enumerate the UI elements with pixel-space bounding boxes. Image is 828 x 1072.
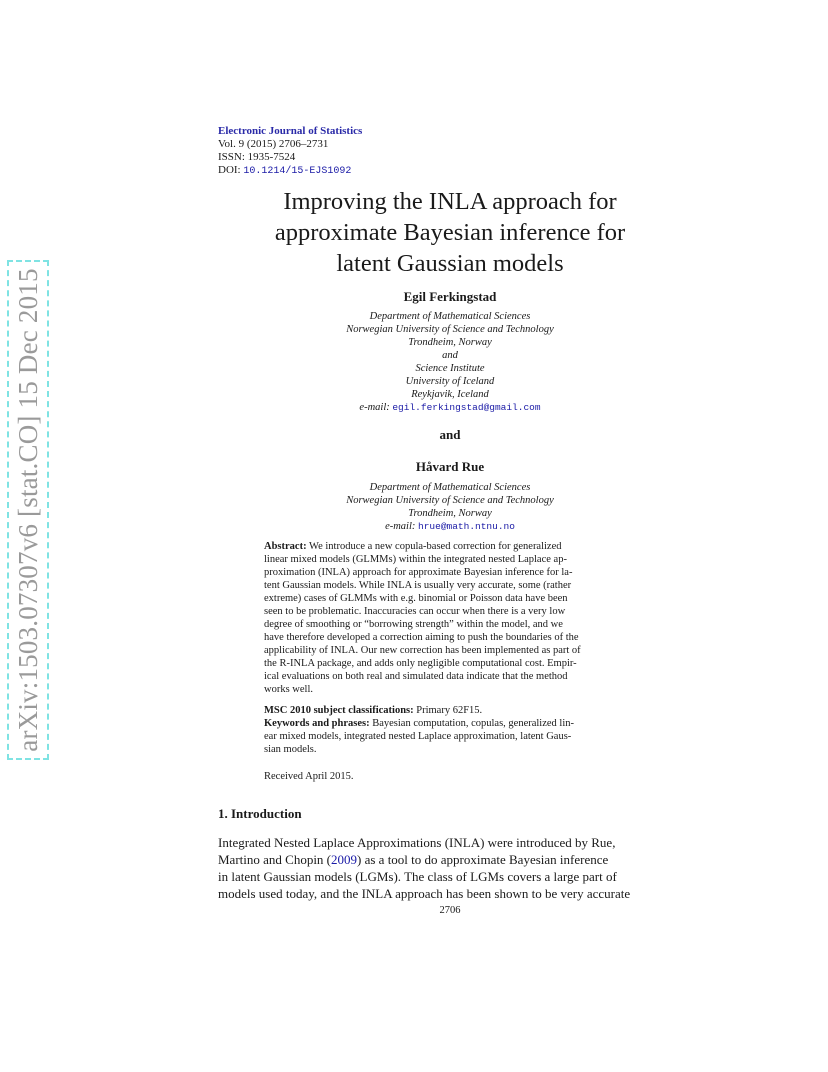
affiliation-line: Trondheim, Norway: [408, 508, 492, 519]
affiliation-line: Reykjavik, Iceland: [411, 389, 489, 400]
abstract-line: linear mixed models (GLMMs) within the integrated nested Laplace ap-: [264, 554, 567, 565]
journal-doi: [218, 164, 362, 178]
author-affiliation: [250, 310, 650, 414]
email-label: e-mail:: [385, 521, 416, 532]
affiliation-line: and: [442, 350, 458, 361]
author-email-link[interactable]: hrue@math.ntnu.no: [418, 521, 515, 532]
doi-label: DOI:: [218, 164, 241, 176]
journal-volume: Vol. 9 (2015) 2706–2731: [218, 138, 329, 150]
paragraph-line: in latent Gaussian models (LGMs). The class of LGMs covers a large part of: [218, 869, 617, 884]
abstract-line: the R-INLA package, and adds only negligible computational cost. Empir-: [264, 658, 577, 669]
paragraph-line: models used today, and the INLA approach has been shown to be very accurate: [218, 886, 631, 901]
abstract-line: [264, 540, 636, 553]
affiliation-line: University of Iceland: [405, 376, 495, 387]
title-line: latent Gaussian models: [336, 250, 564, 277]
affiliation-line: Science Institute: [415, 363, 485, 374]
paper-title: [200, 186, 700, 279]
journal-name-link[interactable]: Electronic Journal of Statistics: [218, 125, 363, 137]
abstract-line: ical evaluations on both real and simulated data indicate that the method: [264, 671, 568, 682]
paragraph-text: Martino and Chopin (: [218, 852, 332, 867]
author-name: Håvard Rue: [415, 459, 485, 474]
keywords-line: sian models.: [264, 744, 317, 755]
affiliation-line: Norwegian University of Science and Technology: [346, 324, 554, 335]
email-label: e-mail:: [359, 402, 390, 413]
affiliation-line: Department of Mathematical Sciences: [369, 311, 531, 322]
abstract-line: works well.: [264, 684, 313, 695]
arxiv-identifier-stamp[interactable]: arXiv:1503.07307v6 [stat.CO] 15 Dec 2015: [7, 260, 49, 760]
introduction-paragraph: [218, 834, 684, 902]
paragraph-text: ) as a tool to do approximate Bayesian inference: [357, 852, 609, 867]
msc-label: MSC 2010 subject classifications:: [264, 705, 414, 716]
citation-link[interactable]: 2009: [331, 852, 358, 867]
keywords-line: ear mixed models, integrated nested Laplace approximation, latent Gaus-: [264, 731, 572, 742]
msc-classification: [264, 704, 636, 717]
paragraph-line: Integrated Nested Laplace Approximations (INLA) were introduced by Rue,: [218, 835, 616, 850]
doi-link[interactable]: 10.1214/15-EJS1092: [243, 166, 352, 177]
abstract-line: proximation (INLA) approach for approximate Bayesian inference for la-: [264, 567, 573, 578]
abstract-line: applicability of INLA. Our new correction has been implemented as part of: [264, 645, 581, 656]
author-name: Egil Ferkingstad: [403, 289, 497, 304]
abstract-line: tent Gaussian models. While INLA is usually very accurate, some (rather: [264, 580, 572, 591]
journal-issn: ISSN: 1935-7524: [218, 151, 296, 163]
journal-header: [218, 125, 362, 178]
abstract-line: seen to be problematic. Inaccuracies can occur when there is a very low: [264, 606, 566, 617]
abstract-line: extreme) cases of GLMMs with e.g. binomial or Poisson data have been: [264, 593, 568, 604]
author-email-line: [250, 401, 650, 414]
abstract-label: Abstract:: [264, 541, 307, 552]
abstract-section: [264, 540, 636, 783]
received-date: Received April 2015.: [264, 771, 354, 782]
keywords-text: Bayesian computation, copulas, generalized lin-: [372, 718, 575, 729]
keywords-line: [264, 717, 636, 730]
author-email-line: [250, 520, 650, 533]
page-number: 2706: [439, 905, 461, 916]
abstract-line: degree of smoothing or “borrowing strength” within the model, and we: [264, 619, 563, 630]
affiliation-line: Department of Mathematical Sciences: [369, 482, 531, 493]
msc-value: Primary 62F15.: [416, 705, 483, 716]
abstract-text: We introduce a new copula-based correction for generalized: [309, 541, 562, 552]
affiliation-line: Norwegian University of Science and Technology: [346, 495, 554, 506]
affiliation-line: Trondheim, Norway: [408, 337, 492, 348]
author-affiliation: [250, 481, 650, 533]
title-line: Improving the INLA approach for: [283, 188, 617, 215]
author-separator: and: [439, 427, 461, 442]
abstract-line: have therefore developed a correction aiming to push the boundaries of the: [264, 632, 579, 643]
title-line: approximate Bayesian inference for: [274, 219, 626, 246]
section-heading-introduction: 1. Introduction: [218, 806, 302, 821]
author-email-link[interactable]: egil.ferkingstad@gmail.com: [392, 402, 541, 413]
paragraph-line: [218, 851, 684, 868]
keywords-label: Keywords and phrases:: [264, 718, 370, 729]
